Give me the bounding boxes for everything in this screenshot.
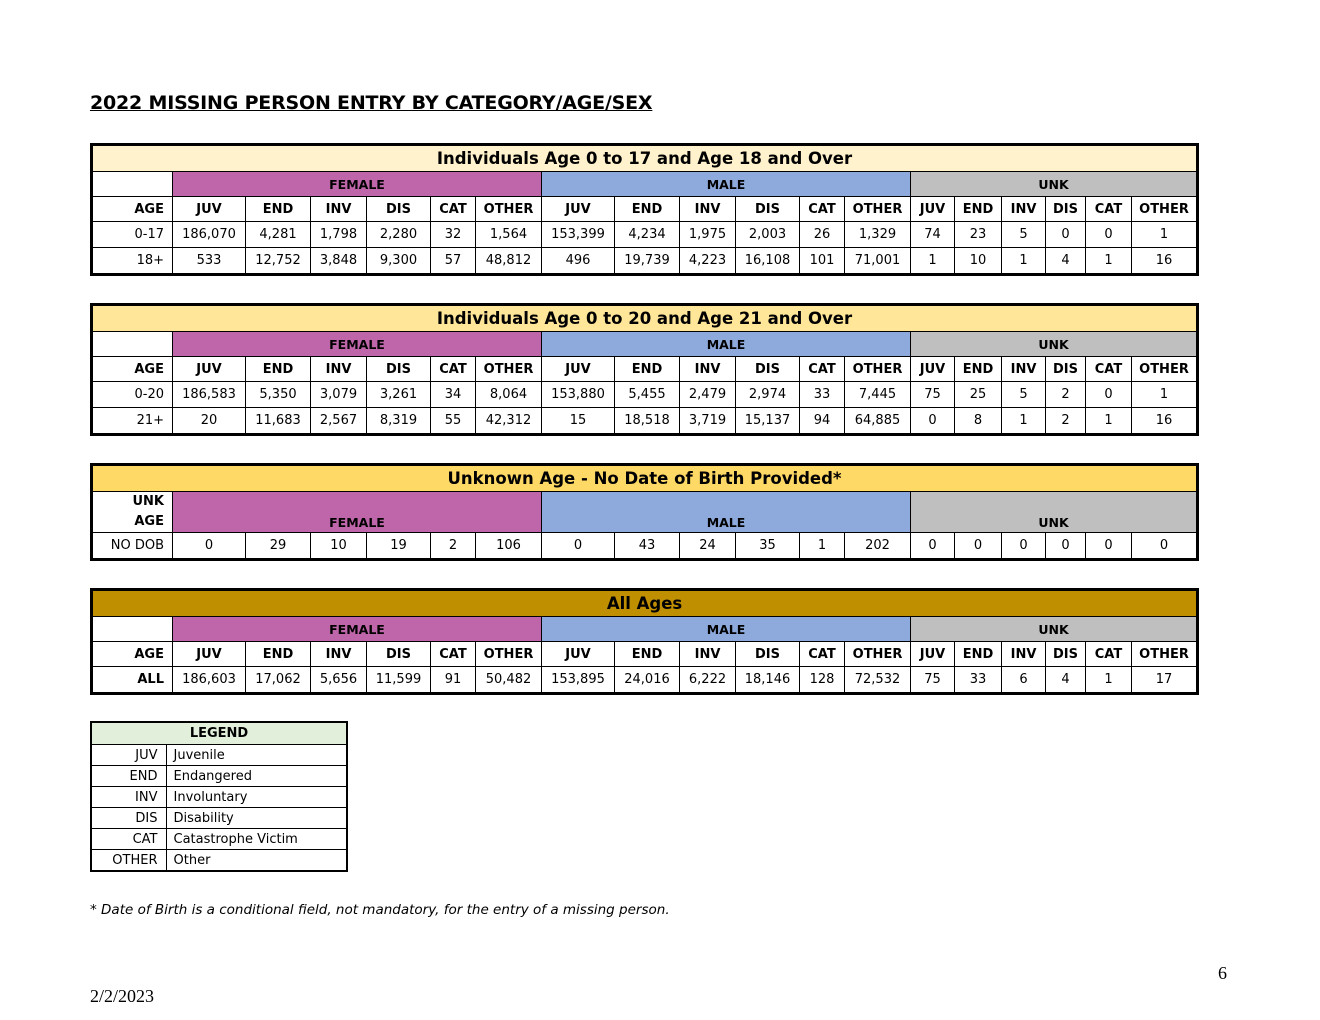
group-female: FEMALE [173, 332, 542, 357]
col-header: END [246, 642, 311, 667]
value-cell: 4,223 [680, 248, 736, 275]
value-cell: 496 [542, 248, 615, 275]
legend-code: DIS [91, 808, 166, 829]
table-age-0-17-18-plus [90, 143, 1199, 276]
value-cell: 5 [1002, 382, 1046, 408]
value-cell: 15,137 [736, 408, 800, 435]
col-header: OTHER [476, 642, 542, 667]
age-header: AGE [92, 197, 173, 222]
value-cell: 18,146 [736, 667, 800, 694]
value-cell: 16,108 [736, 248, 800, 275]
group-female: FEMALE [173, 492, 542, 533]
value-cell: 26 [800, 222, 845, 248]
age-cell: 0-17 [92, 222, 173, 248]
value-cell: 48,812 [476, 248, 542, 275]
value-cell: 4 [1046, 248, 1086, 275]
group-unk: UNK [911, 172, 1198, 197]
value-cell: 186,583 [173, 382, 246, 408]
table-row [92, 248, 1198, 275]
value-cell: 101 [800, 248, 845, 275]
value-cell: 6,222 [680, 667, 736, 694]
unk-age-line2: AGE [134, 514, 164, 529]
col-header: OTHER [1132, 357, 1198, 382]
legend-row [91, 745, 347, 766]
col-header: DIS [367, 197, 431, 222]
legend-desc: Other [166, 850, 347, 872]
value-cell: 17 [1132, 667, 1198, 694]
value-cell: 0 [1046, 222, 1086, 248]
value-cell: 8 [955, 408, 1002, 435]
value-cell: 4 [1046, 667, 1086, 694]
value-cell: 19 [367, 533, 431, 560]
legend-row [91, 787, 347, 808]
value-cell: 186,603 [173, 667, 246, 694]
col-header: END [615, 357, 680, 382]
value-cell: 186,070 [173, 222, 246, 248]
legend-desc: Disability [166, 808, 347, 829]
col-header: END [615, 197, 680, 222]
value-cell: 8,064 [476, 382, 542, 408]
value-cell: 18,518 [615, 408, 680, 435]
col-header: INV [1002, 357, 1046, 382]
col-header: END [955, 642, 1002, 667]
col-header: JUV [173, 357, 246, 382]
value-cell: 0 [1002, 533, 1046, 560]
col-header: CAT [1086, 357, 1132, 382]
col-header: OTHER [845, 642, 911, 667]
value-cell: 1,329 [845, 222, 911, 248]
value-cell: 24,016 [615, 667, 680, 694]
value-cell: 1 [800, 533, 845, 560]
value-cell: 1 [911, 248, 955, 275]
value-cell: 2 [1046, 382, 1086, 408]
value-cell: 0 [1086, 382, 1132, 408]
value-cell: 4,281 [246, 222, 311, 248]
value-cell: 32 [431, 222, 476, 248]
value-cell: 1,975 [680, 222, 736, 248]
value-cell: 24 [680, 533, 736, 560]
legend-code: OTHER [91, 850, 166, 872]
col-header: CAT [1086, 642, 1132, 667]
col-header: END [246, 357, 311, 382]
legend-desc: Endangered [166, 766, 347, 787]
table-row [92, 222, 1198, 248]
blank-cell [92, 617, 173, 642]
value-cell: 25 [955, 382, 1002, 408]
col-header: OTHER [1132, 197, 1198, 222]
value-cell: 0 [911, 533, 955, 560]
value-cell: 106 [476, 533, 542, 560]
value-cell: 3,261 [367, 382, 431, 408]
age-cell: ALL [92, 667, 173, 694]
value-cell: 75 [911, 667, 955, 694]
col-header: DIS [1046, 357, 1086, 382]
col-header: INV [1002, 197, 1046, 222]
col-header: INV [311, 642, 367, 667]
legend-desc: Involuntary [166, 787, 347, 808]
value-cell: 3,848 [311, 248, 367, 275]
blank-cell [92, 172, 173, 197]
table-title: Unknown Age - No Date of Birth Provided* [92, 465, 1198, 492]
legend-desc: Juvenile [166, 745, 347, 766]
age-header: AGE [92, 357, 173, 382]
col-header: OTHER [1132, 642, 1198, 667]
legend-row [91, 808, 347, 829]
value-cell: 128 [800, 667, 845, 694]
table-row [92, 533, 1198, 560]
value-cell: 1 [1086, 248, 1132, 275]
col-header: INV [680, 642, 736, 667]
legend-table [90, 721, 348, 872]
age-header: AGE [92, 642, 173, 667]
value-cell: 153,399 [542, 222, 615, 248]
table-all-ages [90, 588, 1199, 695]
value-cell: 16 [1132, 408, 1198, 435]
group-unk: UNK [911, 492, 1198, 533]
col-header: END [615, 642, 680, 667]
group-male: MALE [542, 492, 911, 533]
group-unk: UNK [911, 332, 1198, 357]
value-cell: 1 [1002, 248, 1046, 275]
col-header: INV [680, 197, 736, 222]
value-cell: 57 [431, 248, 476, 275]
col-header: DIS [1046, 642, 1086, 667]
value-cell: 5,656 [311, 667, 367, 694]
col-header: CAT [431, 197, 476, 222]
value-cell: 2,974 [736, 382, 800, 408]
legend-code: CAT [91, 829, 166, 850]
value-cell: 0 [542, 533, 615, 560]
col-header: JUV [911, 357, 955, 382]
value-cell: 0 [1132, 533, 1198, 560]
value-cell: 9,300 [367, 248, 431, 275]
col-header: END [246, 197, 311, 222]
value-cell: 1 [1086, 667, 1132, 694]
value-cell: 33 [955, 667, 1002, 694]
legend-row [91, 850, 347, 872]
column-header-row [92, 642, 1198, 667]
value-cell: 153,895 [542, 667, 615, 694]
value-cell: 8,319 [367, 408, 431, 435]
col-header: JUV [173, 642, 246, 667]
col-header: INV [311, 197, 367, 222]
col-header: JUV [542, 197, 615, 222]
col-header: CAT [800, 357, 845, 382]
value-cell: 34 [431, 382, 476, 408]
value-cell: 11,599 [367, 667, 431, 694]
value-cell: 43 [615, 533, 680, 560]
value-cell: 55 [431, 408, 476, 435]
column-header-row [92, 197, 1198, 222]
age-cell: 0-20 [92, 382, 173, 408]
blank-cell [92, 332, 173, 357]
value-cell: 0 [1046, 533, 1086, 560]
column-header-row [92, 357, 1198, 382]
table-age-0-20-21-plus [90, 303, 1199, 436]
col-header: END [955, 197, 1002, 222]
col-header: DIS [1046, 197, 1086, 222]
legend-code: END [91, 766, 166, 787]
value-cell: 1 [1132, 382, 1198, 408]
table-title: Individuals Age 0 to 17 and Age 18 and Over [92, 145, 1198, 172]
col-header: JUV [173, 197, 246, 222]
value-cell: 0 [1086, 533, 1132, 560]
col-header: CAT [1086, 197, 1132, 222]
footnote: * Date of Birth is a conditional field, not mandatory, for the entry of a missing person. [90, 902, 670, 918]
table-title: All Ages [92, 590, 1198, 617]
value-cell: 7,445 [845, 382, 911, 408]
value-cell: 2 [1046, 408, 1086, 435]
legend-title: LEGEND [91, 722, 347, 745]
col-header: OTHER [845, 197, 911, 222]
table-row [92, 667, 1198, 694]
value-cell: 2,567 [311, 408, 367, 435]
group-male: MALE [542, 172, 911, 197]
col-header: JUV [911, 642, 955, 667]
col-header: DIS [736, 197, 800, 222]
value-cell: 17,062 [246, 667, 311, 694]
col-header: INV [1002, 642, 1046, 667]
col-header: JUV [542, 642, 615, 667]
age-cell: 21+ [92, 408, 173, 435]
col-header: INV [680, 357, 736, 382]
value-cell: 20 [173, 408, 246, 435]
col-header: JUV [542, 357, 615, 382]
age-cell: 18+ [92, 248, 173, 275]
value-cell: 71,001 [845, 248, 911, 275]
value-cell: 1 [1086, 408, 1132, 435]
value-cell: 153,880 [542, 382, 615, 408]
page-number: 6 [1218, 963, 1227, 983]
document-date: 2/2/2023 [90, 986, 155, 1006]
col-header: CAT [800, 642, 845, 667]
value-cell: 202 [845, 533, 911, 560]
value-cell: 3,719 [680, 408, 736, 435]
value-cell: 11,683 [246, 408, 311, 435]
group-male: MALE [542, 332, 911, 357]
page-title: 2022 MISSING PERSON ENTRY BY CATEGORY/AGE/SEX [90, 92, 653, 114]
value-cell: 74 [911, 222, 955, 248]
unk-age-line1: UNK [132, 494, 164, 509]
value-cell: 2,479 [680, 382, 736, 408]
value-cell: 42,312 [476, 408, 542, 435]
legend-code: JUV [91, 745, 166, 766]
value-cell: 10 [955, 248, 1002, 275]
col-header: END [955, 357, 1002, 382]
legend-row [91, 766, 347, 787]
col-header: DIS [736, 357, 800, 382]
table-row [92, 408, 1198, 435]
value-cell: 5,455 [615, 382, 680, 408]
value-cell: 1,798 [311, 222, 367, 248]
value-cell: 19,739 [615, 248, 680, 275]
value-cell: 533 [173, 248, 246, 275]
value-cell: 23 [955, 222, 1002, 248]
value-cell: 94 [800, 408, 845, 435]
col-header: DIS [736, 642, 800, 667]
value-cell: 2 [431, 533, 476, 560]
value-cell: 10 [311, 533, 367, 560]
col-header: DIS [367, 642, 431, 667]
table-unknown-age [90, 463, 1199, 561]
value-cell: 2,003 [736, 222, 800, 248]
value-cell: 91 [431, 667, 476, 694]
value-cell: 0 [955, 533, 1002, 560]
unk-age-header [92, 492, 173, 533]
value-cell: 3,079 [311, 382, 367, 408]
table-row [92, 382, 1198, 408]
value-cell: 0 [173, 533, 246, 560]
value-cell: 50,482 [476, 667, 542, 694]
legend-desc: Catastrophe Victim [166, 829, 347, 850]
table-title: Individuals Age 0 to 20 and Age 21 and Over [92, 305, 1198, 332]
col-header: INV [311, 357, 367, 382]
age-cell: NO DOB [92, 533, 173, 560]
value-cell: 5 [1002, 222, 1046, 248]
col-header: OTHER [845, 357, 911, 382]
group-male: MALE [542, 617, 911, 642]
value-cell: 72,532 [845, 667, 911, 694]
col-header: OTHER [476, 357, 542, 382]
value-cell: 0 [911, 408, 955, 435]
value-cell: 0 [1086, 222, 1132, 248]
legend-row [91, 829, 347, 850]
value-cell: 5,350 [246, 382, 311, 408]
value-cell: 33 [800, 382, 845, 408]
col-header: DIS [367, 357, 431, 382]
col-header: CAT [800, 197, 845, 222]
value-cell: 1 [1132, 222, 1198, 248]
group-unk: UNK [911, 617, 1198, 642]
value-cell: 1 [1002, 408, 1046, 435]
col-header: CAT [431, 357, 476, 382]
group-female: FEMALE [173, 172, 542, 197]
value-cell: 2,280 [367, 222, 431, 248]
value-cell: 6 [1002, 667, 1046, 694]
value-cell: 1,564 [476, 222, 542, 248]
legend-code: INV [91, 787, 166, 808]
group-female: FEMALE [173, 617, 542, 642]
col-header: CAT [431, 642, 476, 667]
value-cell: 12,752 [246, 248, 311, 275]
value-cell: 4,234 [615, 222, 680, 248]
value-cell: 29 [246, 533, 311, 560]
value-cell: 64,885 [845, 408, 911, 435]
value-cell: 15 [542, 408, 615, 435]
value-cell: 75 [911, 382, 955, 408]
value-cell: 16 [1132, 248, 1198, 275]
col-header: JUV [911, 197, 955, 222]
value-cell: 35 [736, 533, 800, 560]
col-header: OTHER [476, 197, 542, 222]
